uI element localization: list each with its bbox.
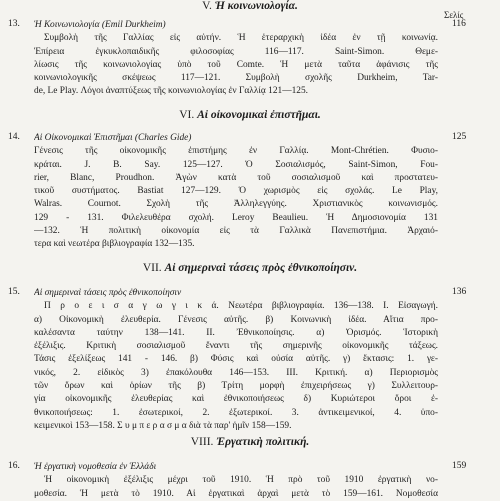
entry-page: 125: [452, 132, 467, 142]
entry-text: [34, 461, 438, 501]
section-heading: VI. Αἱ οἰκονομικαὶ ἐπιστῆμαι.: [179, 109, 321, 121]
entry-number: 14.: [8, 132, 20, 142]
entry-text: [34, 19, 438, 99]
entry-title: Αἱ σημεριναὶ τάσεις πρὸς ἐθνικοποίησιν: [34, 288, 182, 298]
entry-line: τικοῦ συστήματος. Bastiat 127—129. Ὁ χωρισμὸς εἰς σχολάς. Le Play,: [34, 186, 438, 197]
entry-line: κράται. J. B. Say. 125—127. Ὁ Σοσιαλισμός, Saint-Simon, Fou-: [34, 159, 438, 170]
pages-column-label: Σελίς: [444, 10, 464, 20]
entry-line: λίωσις τῆς κοινωνιολογίας ὑπὸ τοῦ Comte. Ἡ μετὰ ταῦτα ἀφάνισις τῆς: [34, 59, 438, 70]
entry-title: Ἡ ἐργατικὴ νομοθεσία ἐν Ἑλλάδι: [34, 462, 157, 472]
entry-text: [34, 132, 438, 252]
entry-page: 116: [452, 19, 466, 29]
entry-line: ἐξέλιξις. Κριτικὴ σοσιαλισμοῦ ἔναντι τῆς σημερινῆς οἰκονομικῆς τάξεως.: [34, 341, 438, 352]
entry-line: Συμβολὴ τῆς Γαλλίας εἰς αὐτήν. Ἡ ἑτεραρχικὴ ἰδέα ἐν τῇ κοινωνίᾳ.: [44, 33, 438, 44]
entry-line: Π ρ ο ε ι σ α γ ω γ ι κ ά. Νεωτέρα βιβλιογραφία. 136—138. I. Εἰσαγωγή.: [44, 301, 438, 312]
entry-text: [34, 287, 438, 433]
entry-line: α) Οἰκονομικὴ ἐλευθερία. Γένεσις αὐτῆς. β) Κοινωνικὴ ἰδέα. Αἴτια προ-: [34, 314, 438, 325]
entry-number: 16.: [8, 461, 20, 471]
entry-line: μοθεσία. Ἡ μετὰ τὸ 1910. Αἱ ἐργατικαὶ ἀρχαὶ μετὰ τὸ 159—161. Νομοθεσία: [34, 488, 438, 499]
entry-line: θνικοποιήσεως: 1. ἐσωτερικοί, 2. ἐξωτερικοί. 3. ἀντικειμενικοί, 4. ὑπο-: [34, 407, 438, 418]
entry-line: γία οἰκονομικῆς ἐλευθερίας καὶ ἐθνικοποιήσεως δ) Κυριώτεροι ὅροι ἐ-: [34, 394, 438, 405]
entry-line: τερα καὶ νεωτέρα βιβλιογραφία 132—135.: [34, 239, 195, 250]
entry-page: 136: [452, 287, 467, 297]
entry-line: κειμενικοὶ 153—158. Σ υ μ π ε ρ α σ μ α διὰ τὰ παρ' ἡμῖν 158—159.: [34, 420, 292, 431]
entry-line: νικός, 2. εἰδικὸς 3) ἐπακόλουθα 146—153. III. Κριτική. α) Περιορισμὸς: [34, 367, 438, 378]
entry-number: 13.: [8, 19, 20, 29]
section-heading: V. Ἡ κοινωνιολογία.: [202, 0, 298, 12]
entry-line: rier, Blanc, Proudhon. Ἀγὼν κατὰ τοῦ σοσιαλισμοῦ καὶ προστατευ-: [34, 172, 438, 183]
entry-line: κοινωνιολογικῆς σκέψεως 117—121. Συμβολὴ σχολῆς Durkheim, Tar-: [34, 73, 438, 84]
entry-page: 159: [452, 461, 467, 471]
entry-line: τῶν ὅρων καὶ ὁρίων τῆς β) Τρίτη μορφὴ ἐπιχειρήσεως γ) Συλλειτουρ-: [34, 381, 438, 392]
entry-line: —132. Ἡ πολιτικὴ οἰκονομία εἰς τὰ Γαλλικὰ Πανεπιστήμια. Ἀρχαιό-: [34, 226, 438, 237]
entry-line: καλέσαντα ταύτην 138—141. II. Ἐθνικοποίησις. α) Ὁρισμός. Ἱστορικὴ: [34, 327, 438, 338]
entry-number: 15.: [8, 287, 20, 297]
entry-title: Αἱ Οἰκονομικαὶ Ἐπιστῆμαι (Charles Gide): [34, 133, 192, 143]
entry-line: Ἐπίρεια ἐγκυκλοπαιδικῆς φιλοσοφίας 116—117. Saint-Simon. Θεμε-: [34, 46, 438, 57]
section-heading: VII. Αἱ σημεριναὶ τάσεις πρὸς ἐθνικοποίησιν.: [142, 262, 358, 274]
entry-line: Τάσις ἐξελίξεως 141 - 146. β) Φύσις καὶ οὐσία αὐτῆς. γ) ἔκτασις: 1. γε-: [34, 354, 438, 365]
entry-line: 129 - 131. Φιλελευθέρα σχολή. Leroy Beaulieu. Ἡ Δημοσιονομία 131: [34, 212, 438, 223]
section-heading: VIII. Ἐργατικὴ πολιτική.: [190, 436, 310, 448]
entry-line: Walras. Cournot. Σχολὴ τῆς Ἀλληλεγγύης. Χριστιανικὸς κοινωνισμός.: [34, 199, 438, 210]
entry-line: Ἡ οἰκονομικὴ ἐξέλιξις μέχρι τοῦ 1910. Ἡ πρὸ τοῦ 1910 ἐργατικὴ νο-: [44, 475, 438, 486]
entry-line: de, Le Play. Λόγοι ἀναπτύξεως τῆς κοινωνιολογίας ἐν Γαλλίᾳ 121—125.: [34, 86, 308, 97]
entry-title: Ἡ Κοινωνιολογία (Emil Durkheim): [34, 20, 166, 30]
entry-line: Γένεσις τῆς οἰκονομικῆς ἐπιστήμης ἐν Γαλλίᾳ. Mont-Chrétien. Φυσιο-: [34, 146, 438, 157]
